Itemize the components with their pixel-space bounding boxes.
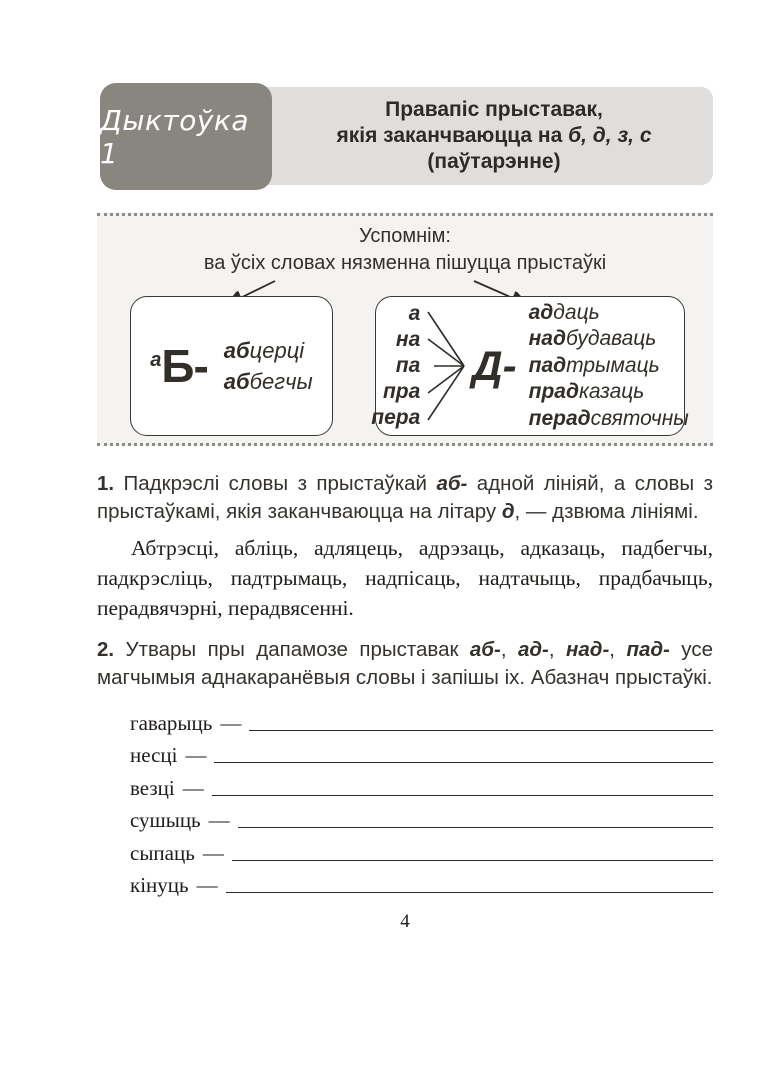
fill-row-label: несці <box>130 743 178 767</box>
lesson-title-line2: якія заканчваюцца на б, д, з, с <box>336 124 652 147</box>
page-number: 4 <box>400 911 410 932</box>
fill-row-dash: — <box>185 743 207 767</box>
example-word: падтрымаць <box>528 353 660 377</box>
answer-blank-line <box>226 892 713 893</box>
answer-blank-line <box>232 860 713 861</box>
remember-subheading: ва ўсіх словах нязменна пішуцца прыстаўкі <box>203 252 607 274</box>
dictation-badge <box>100 83 272 190</box>
prefix-ab-examples <box>224 335 313 397</box>
fill-row-dash: — <box>182 775 204 800</box>
fill-row <box>130 866 713 899</box>
lesson-header <box>97 83 713 190</box>
fill-row-dash: — <box>202 840 224 865</box>
fill-row-label: сушыць <box>130 808 201 832</box>
prefix-variant: а <box>408 302 421 325</box>
example-word: аббегчы <box>223 369 313 394</box>
lesson-title-line1: Правапіс прыставак, <box>385 98 603 121</box>
example-word: надбудаваць <box>528 327 657 351</box>
prefix-ab-big-letter: Б- <box>161 340 208 392</box>
remember-box <box>97 213 713 446</box>
exercise-2-instruction: 2. Утвары пры дапамозе прыставак аб-, ад-, над-, пад- усе магчымыя аднакаранёвыя словы і запішы іх. Абазнач прыстаўкі. <box>97 638 713 689</box>
answer-blank-line <box>249 730 713 731</box>
example-word: прадказаць <box>528 380 645 404</box>
lesson-title <box>336 97 651 175</box>
fill-row-label: сыпаць <box>130 840 195 865</box>
lesson-title-line3: (паўтарэнне) <box>427 150 561 173</box>
dictation-badge-label: Дыктоўка 1 <box>100 103 249 170</box>
prefix-box-ab <box>130 296 333 436</box>
prefix-box-d <box>371 296 689 436</box>
answer-blank-line <box>238 827 713 828</box>
prefix-d-examples <box>529 300 689 433</box>
fill-row-dash: — <box>196 873 218 897</box>
fill-row <box>130 703 713 736</box>
fill-row <box>130 801 713 834</box>
fill-row-label: везці <box>130 775 175 800</box>
answer-blank-line <box>212 795 713 796</box>
example-word: аддаць <box>528 300 600 324</box>
prefix-ab <box>150 340 208 392</box>
example-word: перадсвяточны <box>528 406 689 430</box>
example-word: абцерці <box>223 338 305 363</box>
prefix-variant: пра <box>382 380 421 403</box>
prefix-ab-small-letter: а <box>150 348 162 371</box>
fill-row <box>130 736 713 769</box>
prefix-variant: на <box>395 328 421 351</box>
remember-heading: Успомнім: <box>359 225 451 247</box>
prefix-variant: па <box>395 354 421 377</box>
fill-row-label: кінуць <box>130 873 189 897</box>
exercise-1-instruction: 1. Падкрэслі словы з прыстаўкай аб- адной лініяй, а словы з прыстаўкамі, якія заканчваюцца на літару д, — дзвюма лініямі. <box>97 472 713 523</box>
exercise-1-word-list: Абтрэсці, абліць, адляцець, адрэзаць, адказаць, падбегчы, падкрэсліць, падтрымаць, надпісаць, надтачыць, прадбачыць, перадвячэрні, перадвясенні. <box>97 536 713 620</box>
fill-row <box>130 833 713 866</box>
workbook-page <box>97 83 713 933</box>
prefix-boxes-row <box>97 296 713 436</box>
answer-blank-line <box>214 762 713 763</box>
prefix-d-core: Д- <box>472 342 517 389</box>
fill-row-dash: — <box>208 808 230 832</box>
fill-row <box>130 768 713 801</box>
fill-row-dash: — <box>220 710 242 735</box>
fill-row-label: гаварыць <box>130 710 213 735</box>
fan-lines-icon <box>424 300 468 432</box>
prefix-variant: пера <box>371 406 421 429</box>
prefix-d-variants <box>371 301 420 431</box>
exercise-2-answer-rows <box>97 703 713 898</box>
